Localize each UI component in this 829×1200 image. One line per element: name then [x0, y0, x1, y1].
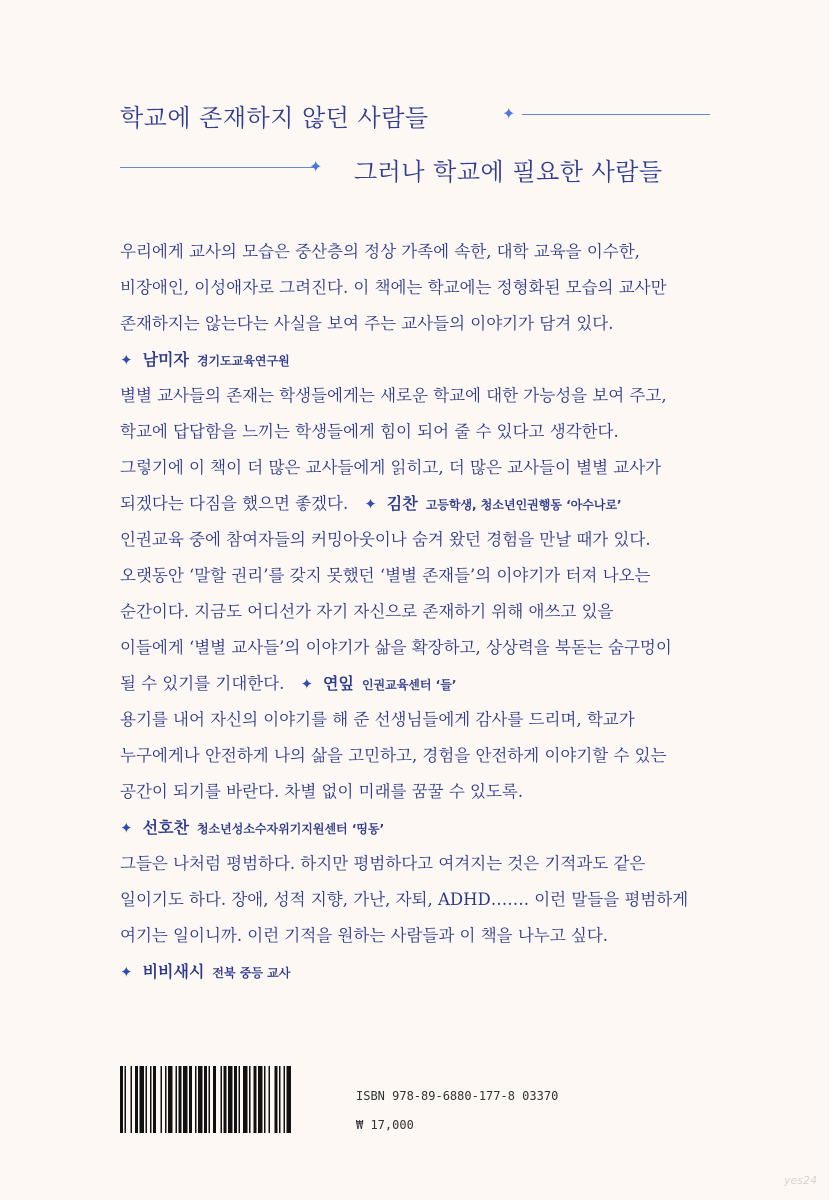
paragraph-line: 일이기도 하다. 장애, 성적 지향, 가난, 자퇴, ADHD……. 이런 말들을 평범하게 — [120, 890, 689, 909]
barcode-bar — [275, 1066, 278, 1133]
endorser-affiliation: 고등학생, 청소년인권행동 ‘아수나로’ — [425, 498, 622, 512]
paragraph-line: 학교에 답답함을 느끼는 학생들에게 힘이 되어 줄 수 있다고 생각한다. — [120, 422, 619, 441]
barcode-bar — [204, 1066, 207, 1133]
barcode-bar — [287, 1066, 292, 1133]
paragraph-line-with-signature — [120, 486, 720, 522]
barcode-bar — [239, 1066, 241, 1133]
endorser-signature — [300, 674, 456, 693]
barcode-bar — [146, 1066, 148, 1133]
paragraph-line: 공간이 되기를 바란다. 차별 없이 미래를 꿈꿀 수 있도록. — [120, 782, 524, 801]
barcode — [120, 1066, 338, 1133]
barcode-bar — [224, 1066, 227, 1133]
endorser-name: 남미자 — [142, 350, 189, 369]
barcode-bar — [125, 1066, 127, 1133]
barcode-bar — [221, 1066, 223, 1133]
paragraph-text: 되겠다는 다짐을 했으면 좋겠다. — [120, 494, 349, 513]
endorser-name: 연잎 — [323, 674, 354, 693]
endorser-name: 선호찬 — [142, 818, 189, 837]
barcode-bar — [228, 1066, 233, 1133]
barcode-bar — [198, 1066, 203, 1133]
barcode-bar — [264, 1066, 266, 1133]
endorser-affiliation: 경기도교육연구원 — [196, 354, 290, 368]
barcode-bar — [153, 1066, 156, 1133]
heading-line-2: 그러나 학교에 필요한 사람들 — [354, 158, 663, 186]
paragraph-line: 그렇기에 이 책이 더 많은 교사들에게 읽히고, 더 많은 교사들이 별별 교사가 — [120, 458, 662, 477]
paragraph-line: 비장애인, 이성애자로 그려진다. 이 책에는 학교에는 정형화된 모습의 교사만 — [120, 278, 667, 297]
barcode-bar — [195, 1066, 197, 1133]
sparkle-icon: ✦ — [309, 157, 323, 176]
endorser-signature — [364, 494, 621, 513]
endorser-affiliation: 청소년성소수자위기지원센터 ‘띵동’ — [196, 822, 385, 836]
star-icon: ✦ — [120, 351, 133, 369]
barcode-bar — [176, 1066, 178, 1133]
paragraph-line: 우리에게 교사의 모습은 중산층의 정상 가족에 속한, 대학 교육을 이수한, — [120, 242, 640, 261]
barcode-bar — [258, 1066, 263, 1133]
star-icon: ✦ — [364, 495, 377, 513]
paragraph-line: 존재하지는 않는다는 사실을 보여 주는 교사들의 이야기가 담겨 있다. — [120, 314, 614, 333]
endorser-name: 비비새시 — [142, 962, 205, 981]
barcode-bar — [150, 1066, 152, 1133]
barcode-bar — [249, 1066, 251, 1133]
barcode-bar — [165, 1066, 167, 1133]
barcode-bar — [179, 1066, 182, 1133]
sparkle-icon: ✦ — [502, 104, 516, 123]
watermark: yes24 — [784, 1174, 818, 1187]
paragraph-line: 이들에게 ‘별별 교사들’의 이야기가 삶을 확장하고, 상상력을 북돋는 숨구멍이 — [120, 638, 672, 657]
barcode-bar — [269, 1066, 271, 1133]
barcode-bar — [213, 1066, 216, 1133]
divider-line — [522, 114, 710, 115]
endorser-signature — [120, 954, 720, 990]
barcode-bar — [140, 1066, 145, 1133]
endorser-signature — [120, 810, 720, 846]
endorsements — [120, 234, 720, 990]
paragraph-line: 그들은 나처럼 평범하다. 하지만 평범하다고 여겨지는 것은 기적과도 같은 — [120, 854, 646, 873]
heading-line-1: 학교에 존재하지 않던 사람들 — [120, 104, 429, 132]
barcode-bar — [189, 1066, 192, 1133]
barcode-bar — [131, 1066, 133, 1133]
paragraph-line: 별별 교사들의 존재는 학생들에게는 새로운 학교에 대한 가능성을 보여 주고, — [120, 386, 667, 405]
price-text: ₩ 17,000 — [356, 1118, 414, 1132]
paragraph-line: 여기는 일이니까. 이런 기적을 원하는 사람들과 이 책을 나누고 싶다. — [120, 926, 609, 945]
barcode-bar — [161, 1066, 163, 1133]
paragraph-line: 인권교육 중에 참여자들의 커밍아웃이나 숨겨 왔던 경험을 만날 때가 있다. — [120, 530, 651, 549]
barcode-bar — [254, 1066, 257, 1133]
barcode-bar — [183, 1066, 188, 1133]
barcode-bar — [135, 1066, 138, 1133]
barcode-bar — [243, 1066, 248, 1133]
barcode-bar — [284, 1066, 286, 1133]
barcode-bar — [279, 1066, 281, 1133]
paragraph-text: 될 수 있기를 기대한다. — [120, 674, 285, 693]
paragraph-line: 누구에게나 안전하게 나의 삶을 고민하고, 경험을 안전하게 이야기할 수 있는 — [120, 746, 667, 765]
paragraph-line: 용기를 내어 자신의 이야기를 해 준 선생님들에게 감사를 드리며, 학교가 — [120, 710, 635, 729]
endorser-signature — [120, 342, 720, 378]
star-icon: ✦ — [120, 963, 133, 981]
paragraph-line-with-signature — [120, 666, 720, 702]
paragraph-line: 순간이다. 지금도 어디선가 자기 자신으로 존재하기 위해 애쓰고 있을 — [120, 602, 614, 621]
divider-line — [120, 167, 315, 168]
barcode-bar — [168, 1066, 173, 1133]
endorser-name: 김찬 — [386, 494, 418, 513]
endorser-affiliation: 전북 중등 교사 — [212, 966, 291, 980]
paragraph-line: 오랫동안 ‘말할 권리’를 갖지 못했던 ‘별별 존재들’의 이야기가 터져 나오는 — [120, 566, 651, 585]
isbn-text: ISBN 978-89-6880-177-8 03370 — [356, 1089, 559, 1103]
barcode-bar — [120, 1066, 123, 1133]
star-icon: ✦ — [120, 819, 133, 837]
star-icon: ✦ — [300, 675, 314, 693]
barcode-bar — [209, 1066, 211, 1133]
endorser-affiliation: 인권교육센터 ‘들’ — [361, 678, 457, 692]
barcode-bar — [234, 1066, 237, 1133]
